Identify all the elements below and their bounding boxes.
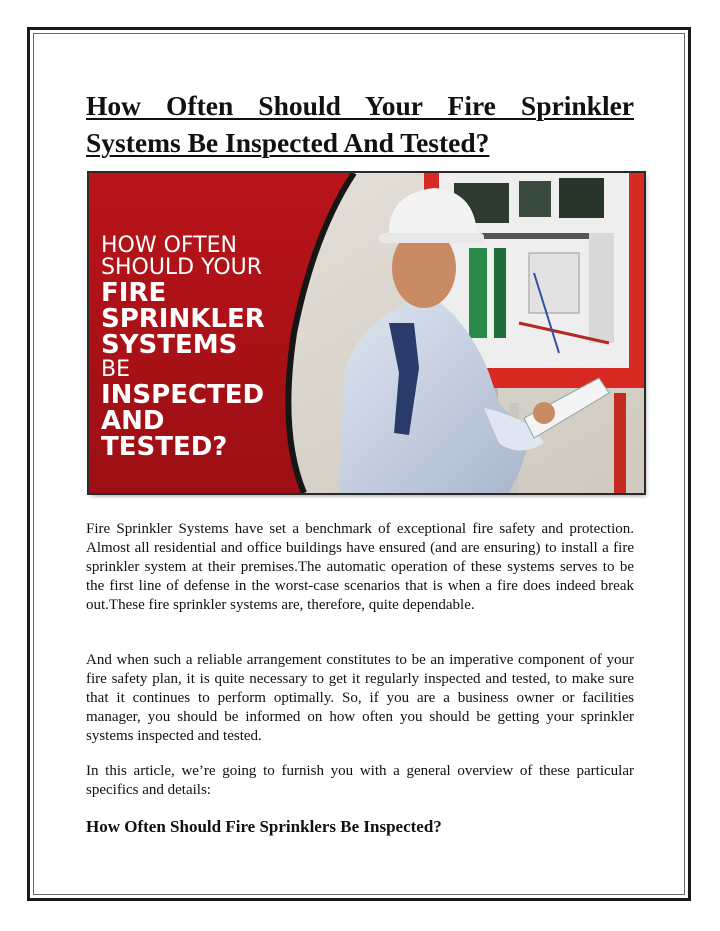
paragraph-overview: In this article, we’re going to furnish you with a general overview of these particular specifics and details:	[86, 763, 634, 798]
hero-image	[89, 173, 644, 493]
hero-line: HOW OFTEN	[101, 233, 237, 258]
pipe	[614, 393, 626, 493]
hero-line: BE	[101, 357, 130, 382]
hero-line: SHOULD YOUR	[101, 255, 263, 280]
paragraph-importance: And when such a reliable arrangement constitutes to be an imperative component of your fire safety plan, it is quite necessary to get it regularly inspected and tested, to make sure that it continues to perform optimally. So, if you are a business owner or facilities manager, you should be informed on how often you should be getting your sprinkler systems inspected and tested.	[86, 652, 634, 744]
hero-line: FIRE	[101, 278, 167, 308]
document-title: How Often Should Your Fire Sprinkler Systems Be Inspected And Tested?	[86, 90, 634, 158]
hero-line: SYSTEMS	[101, 330, 238, 360]
hero-line: AND	[101, 406, 165, 436]
paragraph-intro: Fire Sprinkler Systems have set a benchmark of exceptional fire safety and protection. Almost all residential and office buildings have ensured (and are ensuring) to install a fire sprinkler system at their premises.The automatic operation of these systems serves to be the first line of defense in the worst-case scenarios that is when a fire does indeed break out.These fire sprinkler systems are, therefore, quite dependable.	[86, 521, 634, 613]
hero-line: TESTED?	[101, 432, 228, 462]
hero-line: INSPECTED	[101, 380, 265, 410]
section-heading: How Often Should Fire Sprinklers Be Inspected?	[86, 817, 442, 836]
hero-line: SPRINKLER	[101, 304, 265, 334]
